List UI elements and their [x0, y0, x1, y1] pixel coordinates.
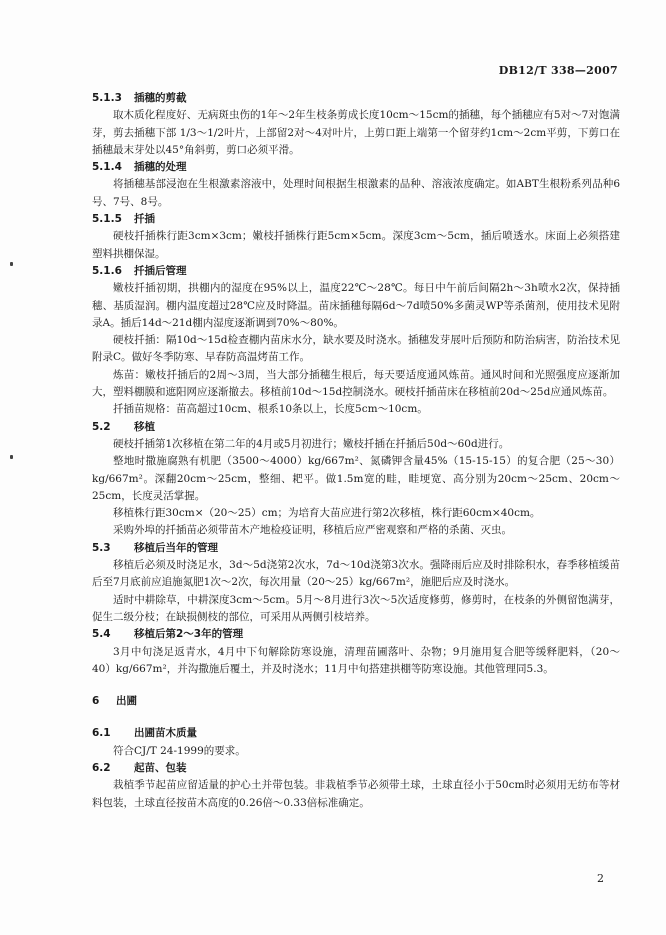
- section-number: 5.3: [92, 541, 111, 554]
- document-body: [92, 90, 620, 812]
- section-title: 移植后第2～3年的管理: [134, 628, 244, 641]
- paragraph: 嫩枝扦插初期，拱棚内的湿度在95%以上，温度22℃～28℃。每日中午前后间隔2h～3h喷水2次，保持插穗、基质湿润。棚内温度超过28℃应及时降温。苗床插穗每隔6d～7d喷50%多菌灵WP等杀菌剂，使用技术见附录A。插后14d～21d棚内湿度逐渐调到70%～80%。: [92, 282, 620, 329]
- section-title: 插穗的剪截: [134, 92, 187, 104]
- paragraph: 移植后必须及时浇足水，3d～5d浇第2次水，7d～10d浇第3次水。强降雨后应及时排除积水，春季移植缓苗后至7月底前应追施氮肥1次～2次，每次用量（20～25）kg/667m²，施肥后应及时浇水。: [92, 559, 620, 589]
- section-heading-6: [92, 693, 620, 710]
- section-title: 扦插后管理: [134, 264, 187, 277]
- page-number: 2: [597, 872, 604, 885]
- spacer: [92, 678, 620, 693]
- section-heading-5-4: [92, 626, 620, 643]
- section-heading-5-3: [92, 540, 620, 557]
- document-code-header: DB12/T 338—2007: [498, 64, 618, 77]
- section-heading-5-1-6: [92, 263, 620, 280]
- paragraph: 炼苗：嫩枝扦插后的2周～3周，当大部分插穗生根后，每天要适度通风炼苗。通风时间和光照强度应逐渐加大，塑料棚膜和遮阳网应逐渐撤去。移植前10d～15d控制浇水。硬枝扦插苗床在移植前20d～25d应通风炼苗。: [92, 368, 620, 399]
- paragraph: 硬枝扦插株行距3cm×3cm；嫩枝扦插株行距5cm×5cm。深度3cm～5cm，插后喷透水。床面上必须搭建塑料拱棚保湿。: [92, 230, 620, 260]
- section-number: 6: [92, 695, 100, 708]
- paragraph: 符合CJ/T 24-1999的要求。: [113, 744, 246, 757]
- paragraph: 整地时撒施腐熟有机肥（3500～4000）kg/667m²、氮磷钾含量45%（15-15-15）的复合肥（25～30）kg/667m²。深翻20cm～25cm，整细、耙平。做1.5m宽的畦，畦埂宽、高分别为20cm～25cm、20cm～25cm，长度灵活掌握。: [92, 455, 620, 502]
- section-number: 5.1.5: [92, 213, 122, 226]
- section-heading-5-2: [92, 419, 620, 436]
- section-heading-5-1-4: [92, 159, 620, 176]
- section-title: 扦插: [134, 213, 155, 226]
- section-number: 5.1.4: [92, 161, 122, 174]
- paragraph: 将插穗基部浸泡在生根激素溶液中，处理时间根据生根激素的品种、溶液浓度确定。如ABT生根粉系列品种6号、7号、8号。: [92, 178, 620, 208]
- paragraph: 扦插苗规格：苗高超过10cm、根系10条以上，长度5cm～10cm。: [113, 403, 428, 416]
- paragraph: 采购外埠的扦插苗必须带苗木产地检疫证明，移植后应严密观察和严格的杀菌、灭虫。: [113, 524, 512, 537]
- section-heading-5-1-3: [92, 90, 620, 107]
- section-number: 6.1: [92, 727, 111, 740]
- section-number: 6.2: [92, 761, 111, 774]
- scan-edge-mark: [10, 262, 13, 266]
- section-title: 起苗、包装: [134, 761, 187, 774]
- section-number: 5.4: [92, 628, 111, 641]
- section-heading-6-1: [92, 725, 620, 742]
- scan-edge-mark: [10, 455, 13, 459]
- section-title: 移植: [134, 420, 155, 433]
- section-title: 出圃: [116, 695, 137, 708]
- paragraph: 栽植季节起苗应留适量的护心土并带包装。非栽植季节必须带土球，土球直径小于50cm时必须用无纺布等材料包装，土球直径按苗木高度的0.26倍～0.33倍标准确定。: [92, 779, 620, 809]
- section-heading-5-1-5: [92, 211, 620, 228]
- paragraph: 硬枝扦插：隔10d～15d检查棚内苗床水分，缺水要及时浇水。插穗发芽展叶后预防和防治病害，防治技术见附录C。做好冬季防寒、早春防高温烤苗工作。: [92, 334, 620, 364]
- section-number: 5.2: [92, 420, 111, 433]
- paragraph: 适时中耕除草，中耕深度3cm～5cm。5月～8月进行3次～5次适度修剪，修剪时，在枝条的外侧留饱满芽，促生二级分枝；在缺损侧枝的部位，可采用从两侧引枝培养。: [92, 593, 620, 623]
- paragraph: 硬枝扦插第1次移植在第二年的4月或5月初进行；嫩枝扦插在扦插后50d～60d进行。: [113, 437, 510, 450]
- section-heading-6-2: [92, 760, 620, 777]
- section-title: 出圃苗木质量: [134, 727, 197, 740]
- section-title: 移植后当年的管理: [134, 541, 218, 554]
- section-number: 5.1.3: [92, 92, 122, 104]
- spacer: [92, 710, 620, 725]
- paragraph: 移植株行距30cm×（20～25）cm；为培育大苗应进行第2次移植，株行距60cm×40cm。: [113, 507, 541, 520]
- paragraph: 取木质化程度好、无病斑虫伤的1年～2年生枝条剪成长度10cm～15cm的插穗，每个插穗应有5对～7对饱满芽，剪去插穗下部 1/3～1/2叶片，上部留2对～4对叶片，上剪口距上端第一个留芽约1cm～2cm平剪，下剪口在插穗最末芽处以45°角斜剪，剪口必须平滑。: [92, 109, 620, 156]
- section-title: 插穗的处理: [134, 161, 187, 174]
- section-number: 5.1.6: [92, 264, 122, 277]
- paragraph: 3月中旬浇足返青水，4月中下旬解除防寒设施，清理苗圃落叶、杂物；9月施用复合肥等缓释肥料，（20～40）kg/667m²，并沟撒施后覆土，并及时浇水；11月中旬搭建拱棚等防寒设施。其他管理同5.3。: [92, 645, 620, 675]
